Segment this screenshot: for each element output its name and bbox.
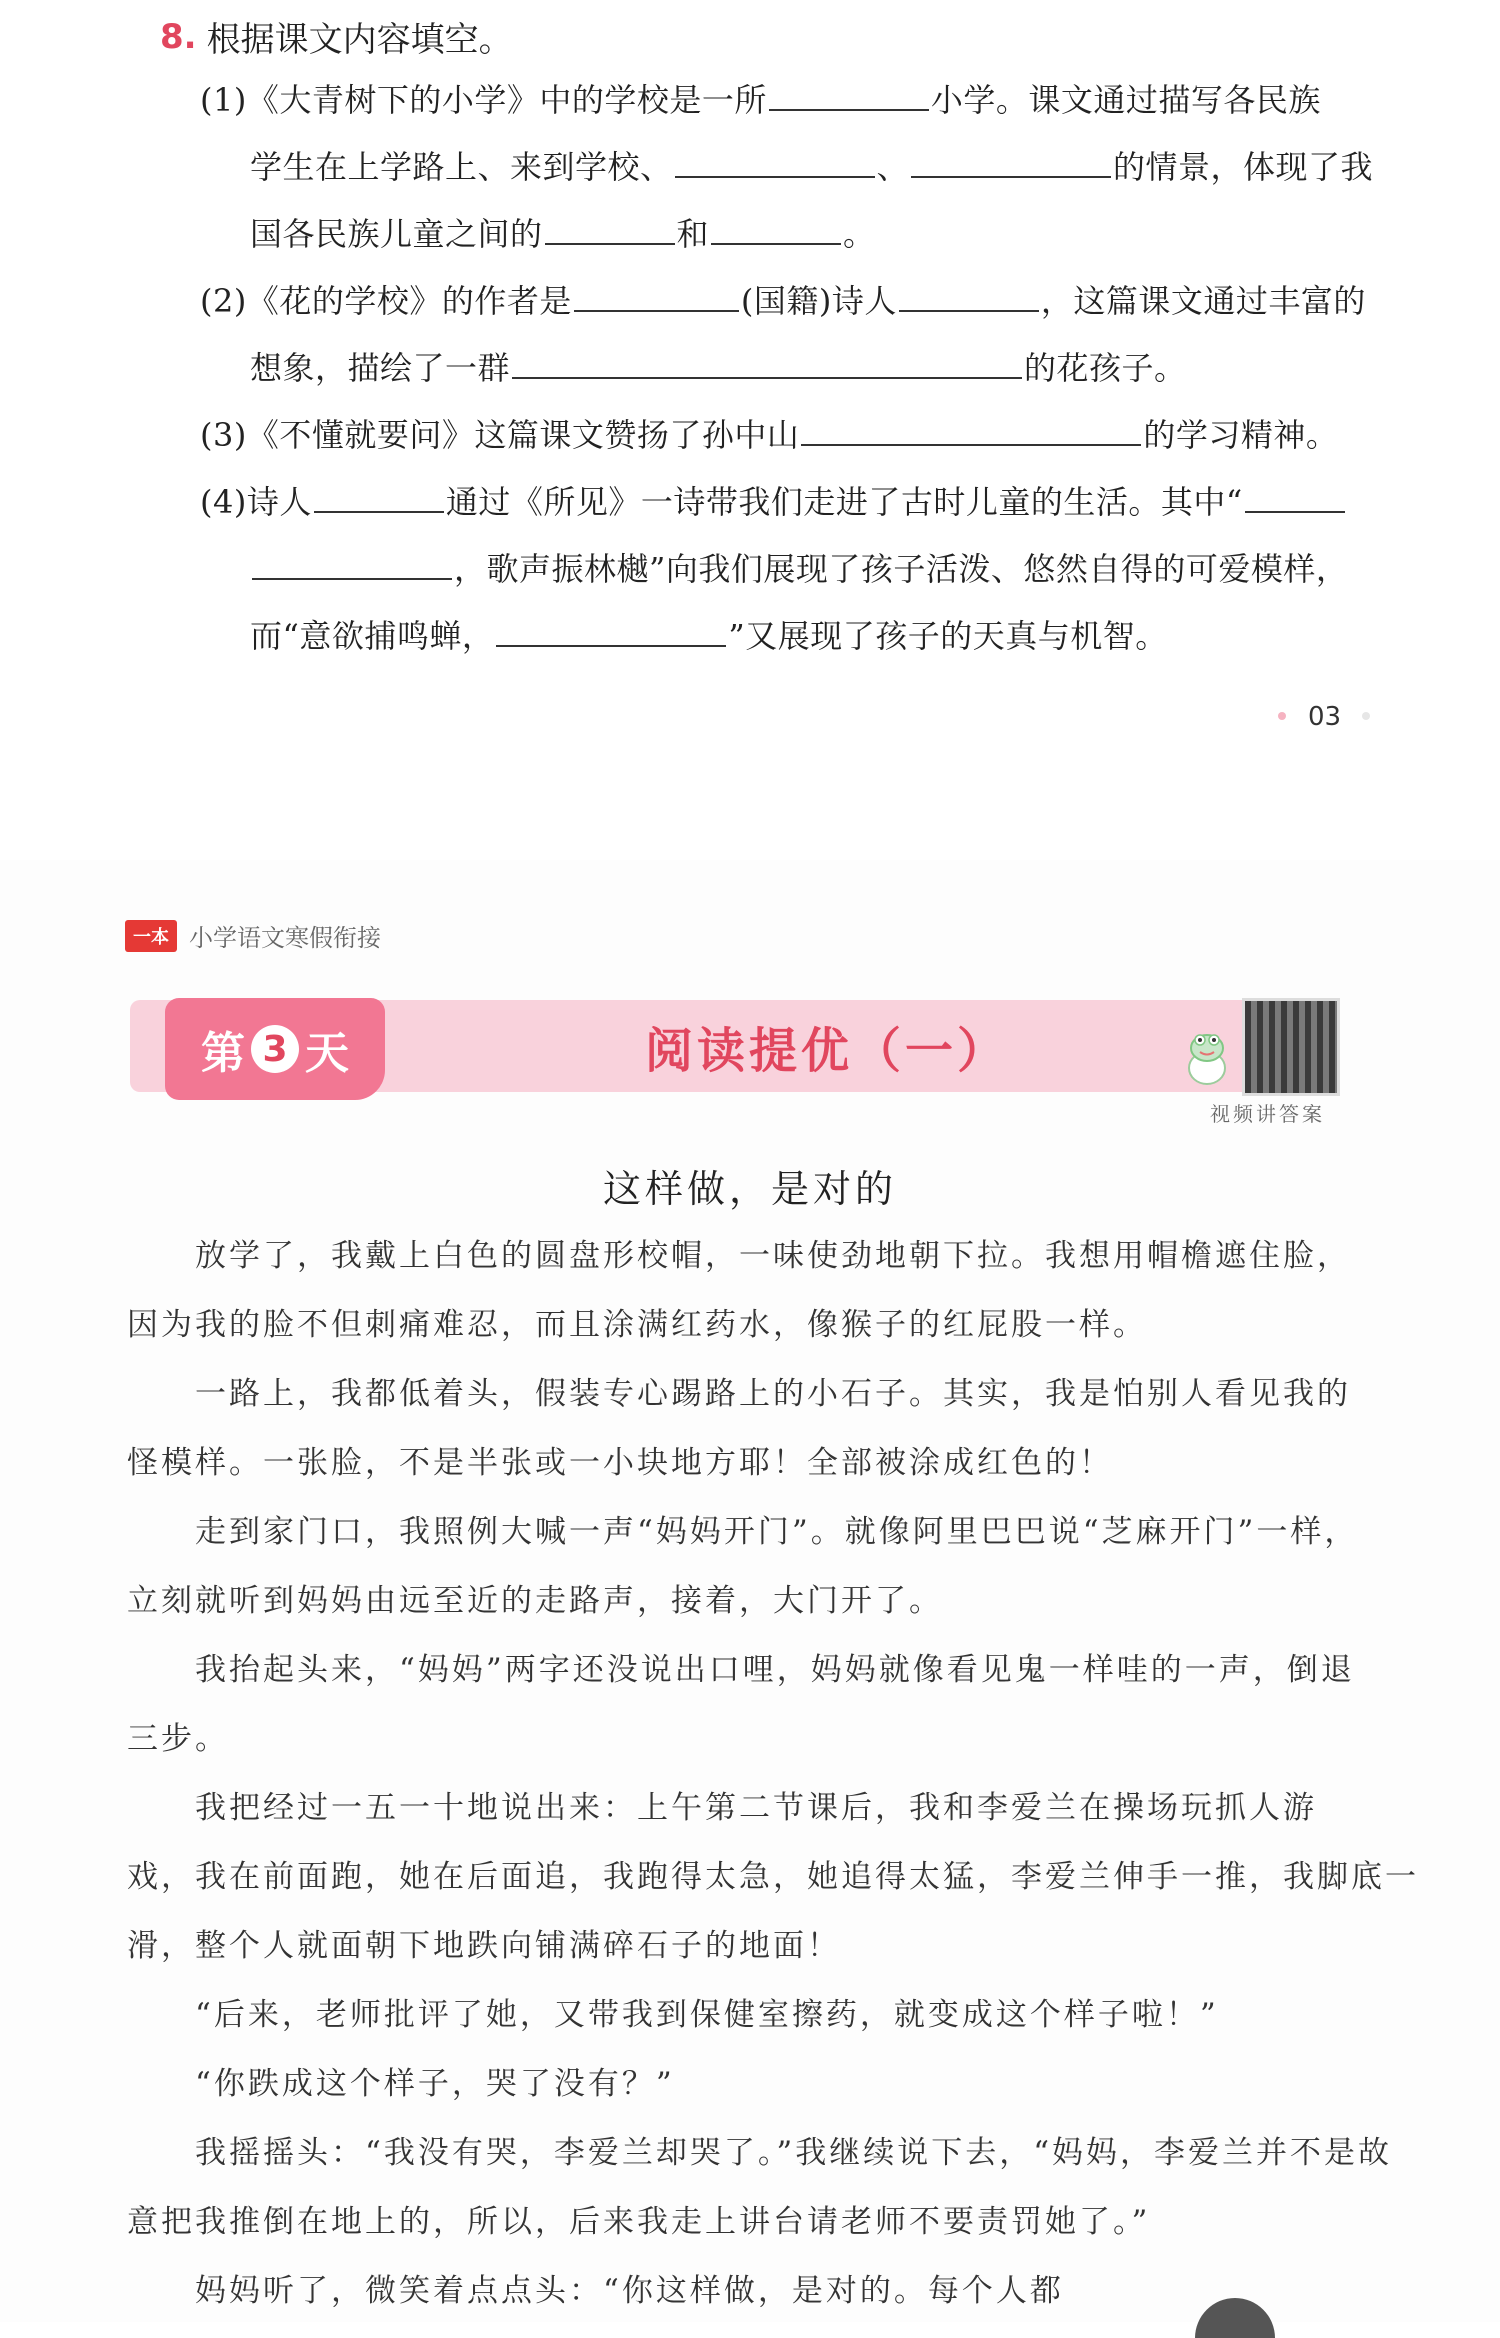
frog-mascot-icon bbox=[1180, 1028, 1234, 1086]
day-badge bbox=[165, 998, 385, 1100]
line-text: 的情景，体现了我 bbox=[1113, 148, 1374, 186]
book-header bbox=[125, 918, 381, 953]
passage-line: 我摇摇头：“我没有哭，李爱兰却哭了。”我继续说下去，“妈妈，李爱兰并不是故 bbox=[195, 2135, 1393, 2171]
line-text: 。 bbox=[843, 215, 876, 253]
passage-line: 戏，我在前面跑，她在后面追，我跑得太急，她追得太猛，李爱兰伸手一推，我脚底一 bbox=[127, 1859, 1419, 1895]
line-text: 而“意欲捕鸣蝉， bbox=[250, 617, 495, 655]
worksheet-page-top bbox=[0, 0, 1500, 860]
line-text: 国各民族儿童之间的 bbox=[250, 215, 543, 253]
qr-caption: 视频讲答案 bbox=[1210, 1102, 1325, 1126]
fill-line-4 bbox=[200, 281, 1380, 321]
fill-line-5 bbox=[250, 348, 1430, 388]
exercise-number: 8. bbox=[160, 16, 197, 57]
line-text: 的学习精神。 bbox=[1143, 416, 1339, 454]
line-text: 的花孩子。 bbox=[1024, 349, 1187, 387]
book-title: 小学语文寒假衔接 bbox=[189, 924, 381, 952]
fill-line-7 bbox=[200, 482, 1380, 522]
passage-line: 一路上，我都低着头，假装专心踢路上的小石子。其实，我是怕别人看见我的 bbox=[195, 1376, 1351, 1412]
fill-line-3 bbox=[250, 214, 1430, 254]
line-text: (3)《不懂就要问》这篇课文赞扬了孙中山 bbox=[200, 416, 800, 454]
line-text: 通过《所见》一诗带我们走进了古时儿童的生活。其中“ bbox=[445, 483, 1243, 521]
day-suffix: 天 bbox=[305, 1028, 349, 1079]
exercise-heading bbox=[160, 12, 513, 61]
fill-line-1 bbox=[200, 80, 1380, 120]
answer-blank[interactable] bbox=[911, 148, 1111, 178]
passage-line: 滑，整个人就面朝下地跌向铺满碎石子的地面！ bbox=[127, 1928, 841, 1964]
page-dot-right bbox=[1362, 712, 1370, 720]
passage-line: 三步。 bbox=[127, 1721, 229, 1757]
passage-line: 放学了，我戴上白色的圆盘形校帽，一味使劲地朝下拉。我想用帽檐遮住脸， bbox=[195, 1238, 1351, 1274]
line-text: 学生在上学路上、来到学校、 bbox=[250, 148, 673, 186]
page-dot-left bbox=[1278, 712, 1286, 720]
passage-line: 因为我的脸不但刺痛难忍，而且涂满红药水，像猴子的红屁股一样。 bbox=[127, 1307, 1147, 1343]
answer-blank[interactable] bbox=[899, 282, 1039, 312]
answer-blank[interactable] bbox=[801, 416, 1141, 446]
answer-blank[interactable] bbox=[314, 483, 444, 513]
answer-blank[interactable] bbox=[574, 282, 739, 312]
passage-line: 怪模样。一张脸，不是半张或一小块地方耶！全部被涂成红色的！ bbox=[127, 1445, 1113, 1481]
passage-line: 意把我推倒在地上的，所以，后来我走上讲台请老师不要责罚她了。” bbox=[127, 2204, 1151, 2240]
fill-line-9 bbox=[250, 616, 1430, 656]
line-text: (4)诗人 bbox=[200, 483, 312, 521]
line-text: ”又展现了孩子的天真与机智。 bbox=[728, 617, 1168, 655]
page-number: 03 bbox=[1308, 702, 1342, 732]
fill-line-8 bbox=[250, 549, 1430, 589]
fill-line-6 bbox=[200, 415, 1380, 455]
day-number: 3 bbox=[251, 1025, 299, 1073]
passage-line: 妈妈听了，微笑着点点头：“你这样做，是对的。每个人都 bbox=[195, 2273, 1064, 2309]
line-text: 想象，描绘了一群 bbox=[250, 349, 511, 387]
answer-blank[interactable] bbox=[252, 550, 452, 580]
passage-line: 我把经过一五一十地说出来：上午第二节课后，我和李爱兰在操场玩抓人游 bbox=[195, 1790, 1317, 1826]
passage-line: 立刻就听到妈妈由远至近的走路声，接着，大门开了。 bbox=[127, 1583, 943, 1619]
passage-line: 走到家门口，我照例大喊一声“妈妈开门”。就像阿里巴巴说“芝麻开门”一样， bbox=[195, 1514, 1359, 1550]
exercise-title: 根据课文内容填空。 bbox=[206, 20, 513, 60]
answer-blank[interactable] bbox=[711, 215, 841, 245]
day-prefix: 第 bbox=[201, 1028, 245, 1079]
answer-blank[interactable] bbox=[545, 215, 675, 245]
line-text: (1)《大青树下的小学》中的学校是一所 bbox=[200, 81, 767, 119]
passage-line: “后来，老师批评了她，又带我到保健室擦药，就变成这个样子啦！” bbox=[195, 1997, 1219, 2033]
line-text: 、 bbox=[876, 148, 910, 186]
line-text: (国籍)诗人 bbox=[740, 282, 897, 320]
passage-title: 这样做，是对的 bbox=[602, 1167, 897, 1211]
section-title: 阅读提优（一） bbox=[645, 1023, 1010, 1079]
answer-blank[interactable] bbox=[769, 81, 929, 111]
line-text: 小学。课文通过描写各民族 bbox=[930, 81, 1321, 119]
answer-blank[interactable] bbox=[675, 148, 875, 178]
fill-line-2 bbox=[250, 147, 1430, 187]
qr-code[interactable] bbox=[1242, 998, 1340, 1096]
line-text: 和 bbox=[676, 215, 710, 253]
line-text: (2)《花的学校》的作者是 bbox=[200, 282, 572, 320]
answer-blank[interactable] bbox=[496, 617, 726, 647]
passage-line: “你跌成这个样子，哭了没有？” bbox=[195, 2066, 675, 2102]
publisher-logo: 一本 bbox=[125, 920, 177, 952]
line-text: ，歌声振林樾”向我们展现了孩子活泼、悠然自得的可爱模样， bbox=[454, 550, 1349, 588]
answer-blank[interactable] bbox=[512, 349, 1022, 379]
answer-blank[interactable] bbox=[1245, 483, 1345, 513]
passage-line: 我抬起头来，“妈妈”两字还没说出口哩，妈妈就像看见鬼一样哇的一声，倒退 bbox=[195, 1652, 1355, 1688]
line-text: ，这篇课文通过丰富的 bbox=[1040, 282, 1366, 320]
